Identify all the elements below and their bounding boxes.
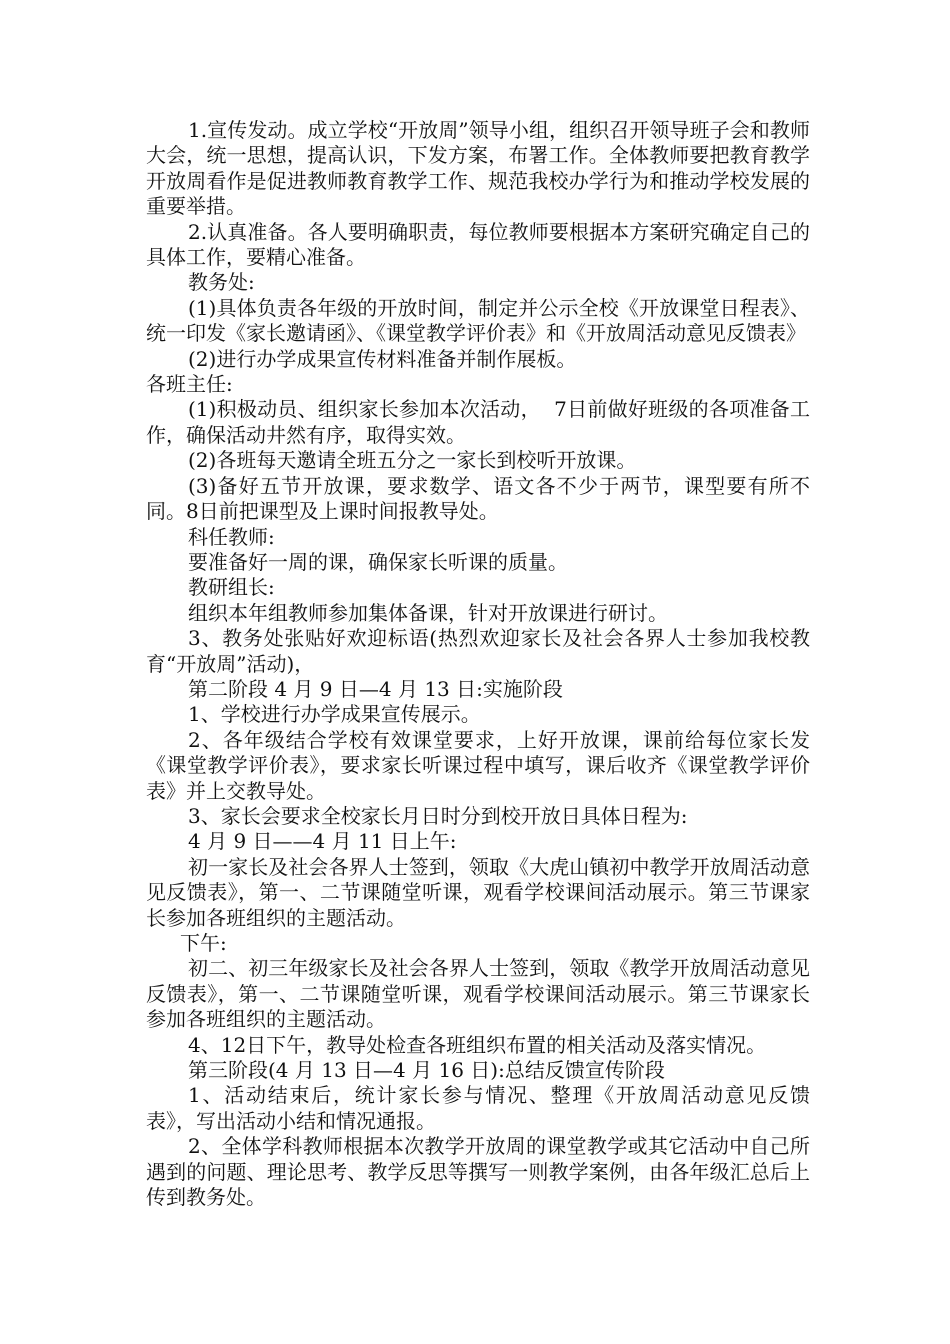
paragraph: 2、全体学科教师根据本次教学开放周的课堂教学或其它活动中自己所遇到的问题、理论思考、教学反思等撰写一则教学案例，由各年级汇总后上传到教务处。 xyxy=(146,1134,810,1210)
document-body xyxy=(146,118,810,1210)
paragraph: 要准备好一周的课，确保家长听课的质量。 xyxy=(188,549,568,574)
paragraph: (1)积极动员、组织家长参加本次活动， 7日前做好班级的各项准备工作，确保活动井然有序，取得实效。 xyxy=(146,397,810,447)
paragraph: 教务处: xyxy=(188,270,255,295)
paragraph: 各班主任: xyxy=(146,372,233,397)
paragraph: 4、12日下午，教导处检查各班组织布置的相关活动及落实情况。 xyxy=(188,1032,767,1057)
paragraph: 2、各年级结合学校有效课堂要求，上好开放课，课前给每位家长发《课堂教学评价表》，要求家长听课过程中填写，课后收齐《课堂教学评价表》并上交教导处。 xyxy=(146,727,810,803)
paragraph: 组织本年组教师参加集体备课，针对开放课进行研讨。 xyxy=(188,600,668,625)
paragraph: 第二阶段 4 月 9 日—4 月 13 日:实施阶段 xyxy=(188,676,563,701)
paragraph: 初一家长及社会各界人士签到，领取《大虎山镇初中教学开放周活动意见反馈表》，第一、二节课随堂听课，观看学校课间活动展示。第三节课家长参加各班组织的主题活动。 xyxy=(146,854,810,930)
paragraph: 第三阶段(4 月 13 日—4 月 16 日):总结反馈宣传阶段 xyxy=(188,1058,665,1083)
paragraph: (1)具体负责各年级的开放时间，制定并公示全校《开放课堂日程表》、统一印发《家长邀请函》、《课堂教学评价表》和《开放周活动意见反馈表》 xyxy=(146,295,810,346)
paragraph: 1、活动结束后，统计家长参与情况、整理《开放周活动意见反馈表》，写出活动小结和情况通报。 xyxy=(146,1083,810,1133)
paragraph: 初二、初三年级家长及社会各界人士签到，领取《教学开放周活动意见反馈表》，第一、二节课随堂听课，观看学校课间活动展示。第三节课家长参加各班组织的主题活动。 xyxy=(146,956,810,1032)
paragraph: 2.认真准备。各人要明确职责，每位教师要根据本方案研究确定自己的具体工作，要精心准备。 xyxy=(146,219,810,270)
paragraph: (3)备好五节开放课，要求数学、语文各不少于两节，课型要有所不同。8日前把课型及上课时间报教导处。 xyxy=(146,473,810,524)
paragraph: 下午: xyxy=(180,931,227,955)
paragraph: (2)各班每天邀请全班五分之一家长到校听开放课。 xyxy=(188,448,637,473)
paragraph: 1.宣传发动。成立学校“开放周”领导小组，组织召开领导班子会和教师大会，统一思想，提高认识，下发方案，布署工作。全体教师要把教育教学开放周看作是促进教师教育教学工作、规范我校办学行为和推动学校发展的重要举措。 xyxy=(146,118,810,219)
paragraph: 科任教师: xyxy=(188,524,275,549)
paragraph: 1、学校进行办学成果宣传展示。 xyxy=(188,702,481,727)
paragraph: 教研组长: xyxy=(188,575,275,600)
paragraph: 3、教务处张贴好欢迎标语(热烈欢迎家长及社会各界人士参加我校教育“开放周”活动)， xyxy=(146,626,810,676)
paragraph: (2)进行办学成果宣传材料准备并制作展板。 xyxy=(188,346,577,371)
paragraph: 3、家长会要求全校家长月日时分到校开放日具体日程为: xyxy=(188,803,688,828)
paragraph: 4 月 9 日——4 月 11 日上午: xyxy=(188,829,457,854)
